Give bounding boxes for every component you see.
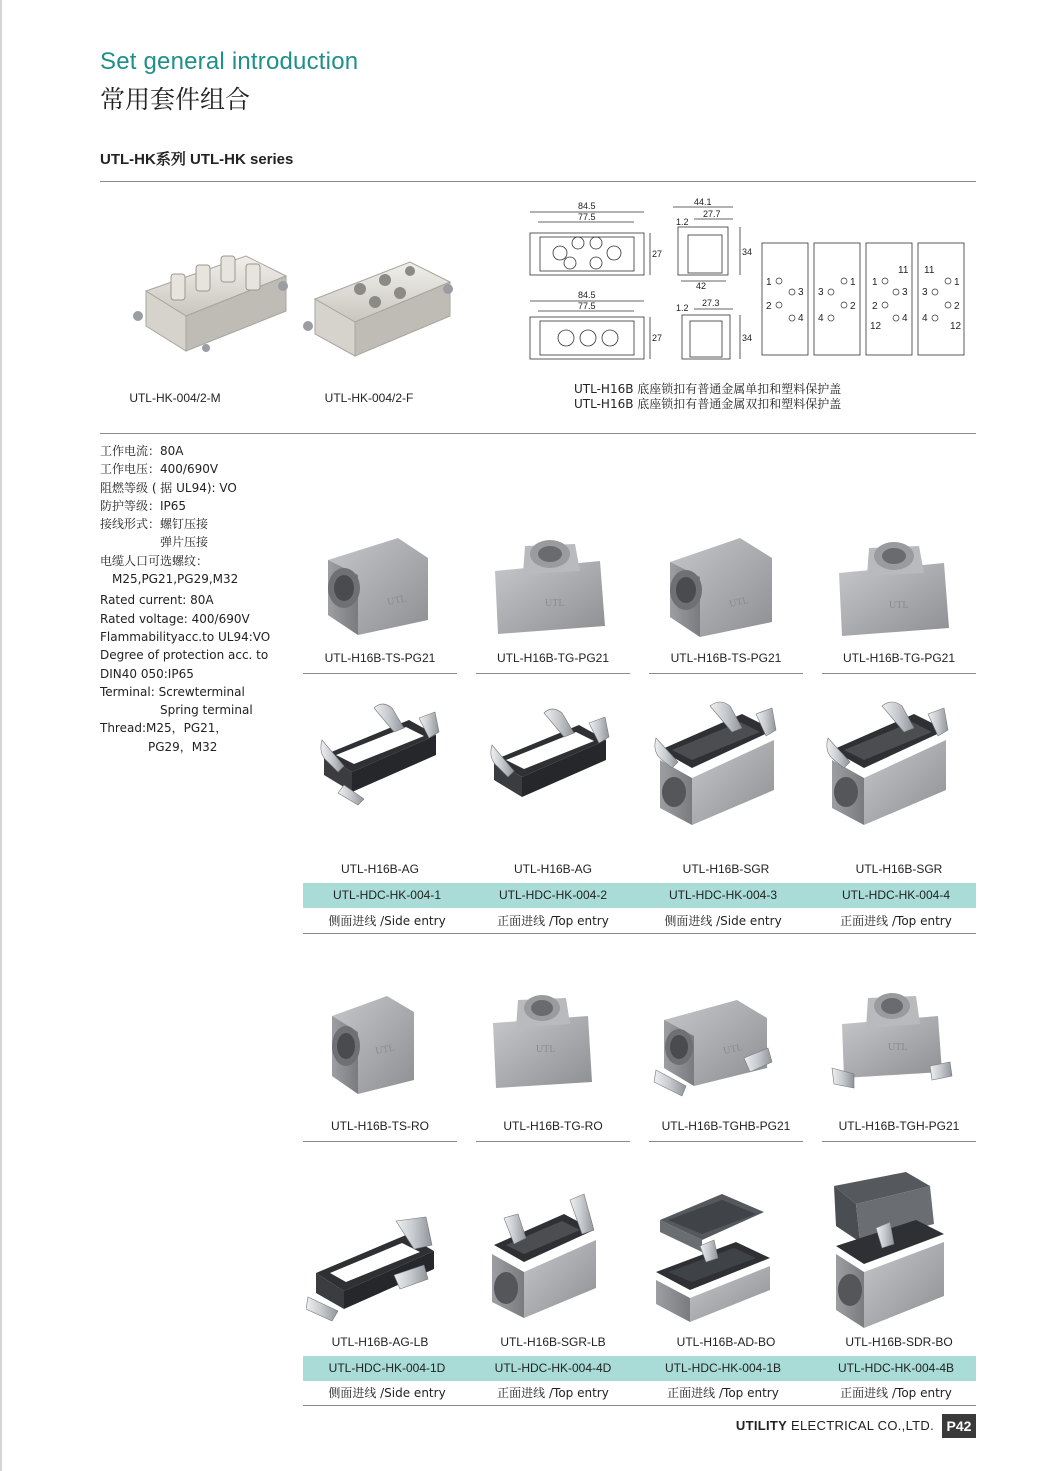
- kit-number: UTL-HDC-HK-004-1D: [328, 1361, 446, 1375]
- pin-number: 1: [872, 277, 878, 288]
- spec-line: 防护等级：IP65: [100, 498, 187, 513]
- entry-type: 侧面进线 /Side entry: [664, 914, 782, 928]
- pin-number: 2: [766, 301, 772, 312]
- pin-number: 3: [818, 287, 824, 298]
- hood-label: UTL-H16B-TG-RO: [503, 1119, 603, 1133]
- base-label: UTL-H16B-SDR-BO: [845, 1335, 953, 1349]
- pin-number: 12: [870, 321, 882, 332]
- pin-number: 4: [798, 313, 804, 324]
- page-edge: [0, 0, 2, 1471]
- base-label: UTL-H16B-AD-BO: [676, 1335, 776, 1349]
- spec-line: Terminal: Screwterminal: [100, 684, 245, 699]
- hood-side-entry-latch-image: [652, 992, 777, 1097]
- company-name: [736, 1418, 934, 1433]
- company-name-bold: UTILITY: [735, 1418, 788, 1433]
- spec-line: 电缆人口可选螺纹：: [100, 553, 209, 568]
- pin-number: 11: [898, 265, 909, 276]
- pin-number: 1: [766, 277, 772, 288]
- entry-type: 侧面进线 /Side entry: [328, 1386, 446, 1400]
- hood-top-entry-latch-image: [830, 986, 955, 1096]
- kit-number-row: [303, 1356, 976, 1381]
- dim-top-w2: 77.5: [578, 212, 596, 222]
- dim-side-w1: 44.1: [694, 197, 712, 207]
- dim-side-h: 34: [742, 247, 753, 257]
- kit-number: UTL-HDC-HK-004-3: [668, 888, 778, 902]
- kit-number: UTL-HDC-HK-004-4: [841, 888, 951, 902]
- pin-number: 4: [902, 313, 908, 324]
- insert-male-label: UTL-HK-004/2-M: [129, 391, 221, 405]
- hood-label: UTL-H16B-TS-PG21: [670, 651, 782, 665]
- base-open-frame-image: [484, 705, 614, 815]
- dim-side-b: 42: [696, 281, 707, 291]
- svg-text:UTL: UTL: [728, 595, 750, 610]
- entry-type: 正面进线 /Top entry: [497, 914, 609, 928]
- base-label: UTL-H16B-AG: [513, 862, 593, 876]
- technical-drawing: [526, 195, 976, 365]
- specifications: [100, 442, 270, 756]
- pin-number: 2: [850, 301, 856, 312]
- divider: [822, 673, 976, 674]
- page-title-cn: 常用套件组合: [100, 85, 251, 114]
- svg-text:UTL: UTL: [545, 598, 565, 609]
- hood-label: UTL-H16B-TG-PG21: [842, 651, 956, 665]
- base-with-cover-image: [826, 1168, 951, 1333]
- pin-number: 1: [850, 277, 856, 288]
- base-surface-mount-lever-image: [484, 1190, 614, 1325]
- kit-number-row: [303, 883, 976, 908]
- divider: [476, 1141, 630, 1142]
- insert-female-label: UTL-HK-004/2-F: [324, 391, 414, 405]
- base-surface-mount-image: [652, 700, 782, 830]
- base-surface-mount-image: [824, 700, 954, 830]
- spec-line: Rated voltage: 400/690V: [100, 611, 250, 626]
- spec-line: 阻燃等级 ( 据 UL94): VO: [100, 480, 237, 495]
- entry-type-row: [303, 1381, 976, 1406]
- spec-line: Thread:M25，PG21，: [100, 721, 228, 736]
- drawing-note: [574, 382, 841, 412]
- pin-number: 1: [954, 277, 960, 288]
- base-label: UTL-H16B-SGR-LB: [500, 1335, 606, 1349]
- hood-label: UTL-H16B-TGH-PG21: [838, 1119, 960, 1133]
- svg-text:UTL: UTL: [536, 1044, 556, 1055]
- divider: [303, 1141, 457, 1142]
- spec-line: 工作电压：400/690V: [100, 462, 219, 477]
- base-label: UTL-H16B-SGR: [682, 862, 770, 876]
- insert-female-image: [300, 244, 460, 364]
- hood-side-entry-image: [318, 530, 438, 640]
- base-label: UTL-H16B-AG-LB: [331, 1335, 429, 1349]
- hood-label: UTL-H16B-TGHB-PG21: [661, 1119, 791, 1133]
- dim-bot-side-off: 1.2: [676, 303, 689, 313]
- pin-number: 3: [902, 287, 908, 298]
- svg-text:UTL: UTL: [722, 1042, 744, 1057]
- dim-side-w2: 27.7: [703, 209, 721, 219]
- pin-number: 3: [922, 287, 928, 298]
- divider: [100, 433, 976, 434]
- hood-top-entry-image: [490, 536, 610, 641]
- page-title-en: Set general introduction: [100, 48, 359, 75]
- hood-label: UTL-H16B-TS-RO: [330, 1119, 429, 1133]
- series-heading: UTL-HK系列 UTL-HK series: [100, 151, 294, 168]
- hood-top-entry-image: [488, 988, 598, 1098]
- spec-line: Rated current: 80A: [100, 593, 214, 608]
- pin-number: 3: [798, 287, 804, 298]
- base-open-frame-image: [314, 700, 444, 810]
- spec-line: DIN40 050:IP65: [100, 666, 194, 681]
- insert-male-image: [126, 236, 296, 361]
- divider: [303, 673, 457, 674]
- spec-line: Degree of protection acc. to: [100, 648, 269, 663]
- kit-number: UTL-HDC-HK-004-2: [498, 888, 608, 902]
- hood-label: UTL-H16B-TG-PG21: [496, 651, 610, 665]
- pin-number: 11: [924, 265, 935, 276]
- pin-number: 4: [818, 313, 824, 324]
- divider: [649, 1141, 803, 1142]
- base-open-frame-lever-image: [306, 1215, 441, 1325]
- hood-label: UTL-H16B-TS-PG21: [324, 651, 436, 665]
- dim-top-h: 27: [652, 249, 663, 259]
- kit-number: UTL-HDC-HK-004-4B: [837, 1361, 955, 1375]
- entry-type: 正面进线 /Top entry: [667, 1386, 779, 1400]
- kit-number: UTL-HDC-HK-004-4D: [494, 1361, 612, 1375]
- entry-type: 正面进线 /Top entry: [840, 1386, 952, 1400]
- base-with-cover-image: [652, 1190, 777, 1330]
- divider: [649, 673, 803, 674]
- dim-bot-side-w: 27.3: [702, 298, 720, 308]
- entry-type: 正面进线 /Top entry: [840, 914, 952, 928]
- base-label: UTL-H16B-SGR: [855, 862, 943, 876]
- dim-bot-w2: 77.5: [578, 301, 596, 311]
- svg-text:UTL: UTL: [889, 600, 909, 611]
- dim-bot-w1: 84.5: [578, 290, 596, 300]
- dim-side-off: 1.2: [676, 217, 689, 227]
- hood-side-entry-image: [660, 532, 780, 642]
- dim-top-w1: 84.5: [578, 201, 596, 211]
- svg-text:UTL: UTL: [888, 1042, 908, 1053]
- divider: [100, 181, 976, 182]
- company-name-rest: ELECTRICAL CO.,LTD.: [787, 1418, 934, 1433]
- spec-line: 弹片压接: [100, 535, 209, 550]
- pin-number: 4: [922, 313, 928, 324]
- dim-bot-side-h: 34: [742, 333, 753, 343]
- spec-line: 接线形式：螺钉压接: [100, 517, 209, 532]
- spec-line: M25,PG21,PG29,M32: [100, 572, 239, 587]
- divider: [822, 1141, 976, 1142]
- entry-type: 正面进线 /Top entry: [497, 1386, 609, 1400]
- spec-line: PG29，M32: [100, 739, 218, 754]
- base-label: UTL-H16B-AG: [340, 862, 420, 876]
- divider: [476, 673, 630, 674]
- spec-line: Flammabilityacc.to UL94:VO: [100, 629, 271, 644]
- kit-number: UTL-HDC-HK-004-1: [332, 888, 442, 902]
- pin-number: 2: [954, 301, 960, 312]
- kit-number: UTL-HDC-HK-004-1B: [664, 1361, 782, 1375]
- hood-side-entry-image: [322, 988, 422, 1098]
- svg-text:UTL: UTL: [374, 1042, 396, 1057]
- dim-bot-h: 27: [652, 333, 663, 343]
- pin-number: 12: [950, 321, 962, 332]
- page-number-badge: P42: [942, 1414, 976, 1438]
- spec-line: Spring terminal: [100, 703, 253, 718]
- entry-type-row: [303, 909, 976, 934]
- svg-text:UTL: UTL: [386, 593, 408, 608]
- pin-number: 2: [872, 301, 878, 312]
- drawing-note-line: UTL-H16B 底座锁扣有普通金属单扣和塑料保护盖: [574, 382, 842, 396]
- hood-top-entry-image: [834, 538, 954, 643]
- drawing-note-line: UTL-H16B 底座锁扣有普通金属双扣和塑料保护盖: [574, 397, 842, 411]
- spec-line: 工作电流：80A: [100, 444, 184, 458]
- entry-type: 侧面进线 /Side entry: [328, 914, 446, 928]
